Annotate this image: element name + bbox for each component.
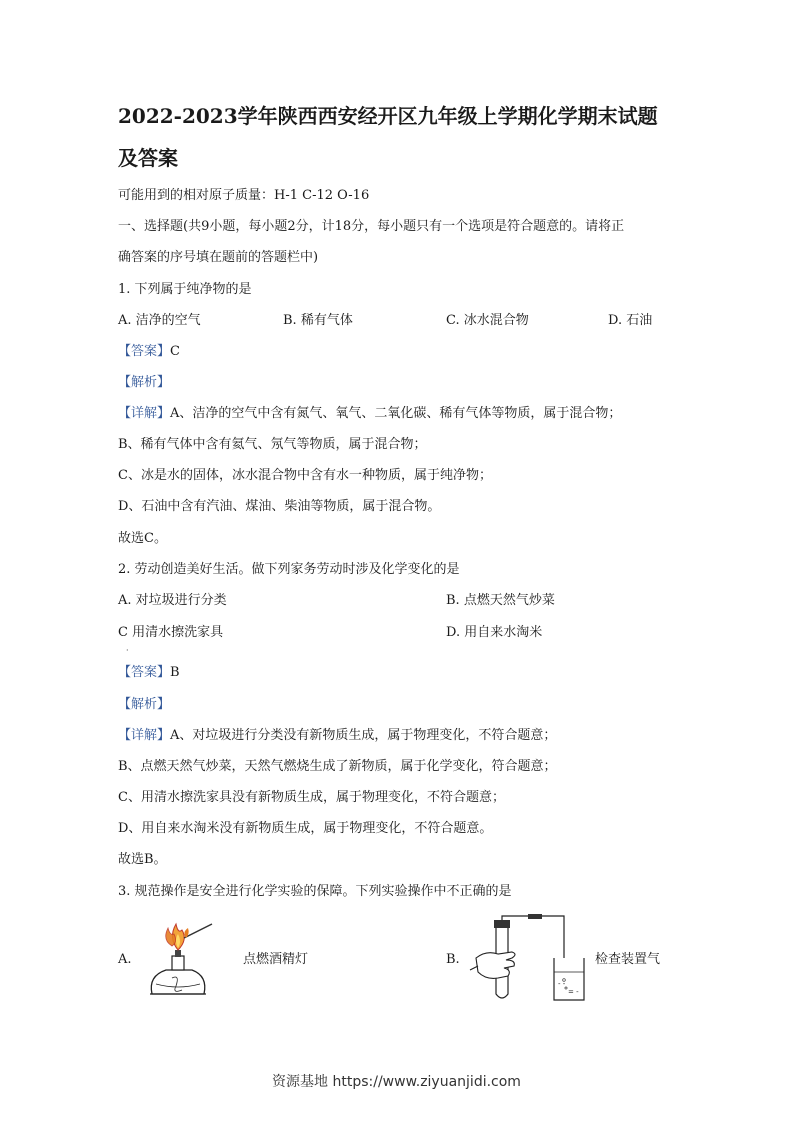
q1-option-c: C. 冰水混合物 bbox=[446, 313, 529, 328]
q1-analysis-tag: 【解析】 bbox=[118, 375, 171, 390]
q1-detail-line-1 bbox=[118, 406, 621, 422]
q2-answer bbox=[118, 665, 180, 681]
q2-detail-line-2: B、点燃天然气炒菜，天然气燃烧生成了新物质，属于化学变化，符合题意； bbox=[118, 759, 557, 774]
detail-text: A、对垃圾进行分类没有新物质生成，属于物理变化，不符合题意； bbox=[170, 728, 557, 743]
q1-option-a: A. 洁净的空气 bbox=[118, 313, 201, 328]
q2-option-c: C 用清水擦洗家具 bbox=[118, 625, 224, 640]
answer-value: B bbox=[170, 665, 180, 680]
answer-value: C bbox=[170, 344, 180, 359]
q2-option-a: A. 对垃圾进行分类 bbox=[118, 593, 227, 608]
airtight-check-illustration bbox=[466, 914, 592, 1006]
q3-option-b-letter: B. bbox=[446, 952, 460, 967]
q3-option-b-text: 检查装置气 bbox=[595, 952, 661, 967]
q2-option-d: D. 用自来水淘米 bbox=[446, 625, 543, 640]
q1-detail-line-2: B、稀有气体中含有氦气、氖气等物质，属于混合物； bbox=[118, 437, 427, 452]
question-2-stem: 2. 劳动创造美好生活。做下列家务劳动时涉及化学变化的是 bbox=[118, 562, 460, 577]
section-instructions-line2: 确答案的序号填在题前的答题栏中) bbox=[118, 250, 319, 265]
question-3-stem: 3. 规范操作是安全进行化学实验的保障。下列实验操作中不正确的是 bbox=[118, 884, 512, 899]
q2-detail-line-4: D、用自来水淘米没有新物质生成，属于物理变化，不符合题意。 bbox=[118, 821, 493, 836]
detail-tag: 【详解】 bbox=[118, 406, 171, 421]
question-1-stem: 1. 下列属于纯净物的是 bbox=[118, 282, 252, 297]
stray-mark: · bbox=[126, 646, 129, 655]
svg-text:- -: - - bbox=[558, 980, 566, 988]
svg-text:= -: = - bbox=[568, 988, 579, 996]
detail-tag: 【详解】 bbox=[118, 728, 171, 743]
document-title-line1: 2022-2023学年陕西西安经开区九年级上学期化学期末试题 bbox=[118, 104, 658, 128]
document-title-line2: 及答案 bbox=[118, 146, 178, 170]
q1-conclusion: 故选C。 bbox=[118, 531, 167, 546]
q2-analysis-tag: 【解析】 bbox=[118, 697, 171, 712]
answer-tag: 【答案】 bbox=[118, 344, 171, 359]
alcohol-lamp-illustration bbox=[142, 916, 222, 1002]
q2-conclusion: 故选B。 bbox=[118, 852, 167, 867]
q2-detail-line-3: C、用清水擦洗家具没有新物质生成，属于物理变化，不符合题意； bbox=[118, 790, 505, 805]
answer-tag: 【答案】 bbox=[118, 665, 171, 680]
q2-detail-line-1 bbox=[118, 728, 556, 744]
q1-detail-line-4: D、石油中含有汽油、煤油、柴油等物质，属于混合物。 bbox=[118, 499, 441, 514]
q3-option-a-text: 点燃酒精灯 bbox=[243, 952, 309, 967]
q1-option-d: D. 石油 bbox=[608, 313, 653, 328]
atomic-mass-note: 可能用到的相对原子质量：H-1 C-12 O-16 bbox=[118, 188, 370, 203]
footer-watermark: 资源基地 https://www.ziyuanjidi.com bbox=[272, 1074, 521, 1090]
q1-detail-line-3: C、冰是水的固体，冰水混合物中含有水一种物质，属于纯净物； bbox=[118, 468, 492, 483]
q1-option-b: B. 稀有气体 bbox=[283, 313, 353, 328]
q3-option-a-letter: A. bbox=[118, 952, 132, 967]
q2-option-b: B. 点燃天然气炒菜 bbox=[446, 593, 555, 608]
section-instructions-line1: 一、选择题(共9小题，每小题2分，计18分，每小题只有一个选项是符合题意的。请将正 bbox=[118, 219, 625, 234]
q1-answer bbox=[118, 344, 180, 360]
detail-text: A、洁净的空气中含有氮气、氧气、二氧化碳、稀有气体等物质，属于混合物； bbox=[170, 406, 622, 421]
